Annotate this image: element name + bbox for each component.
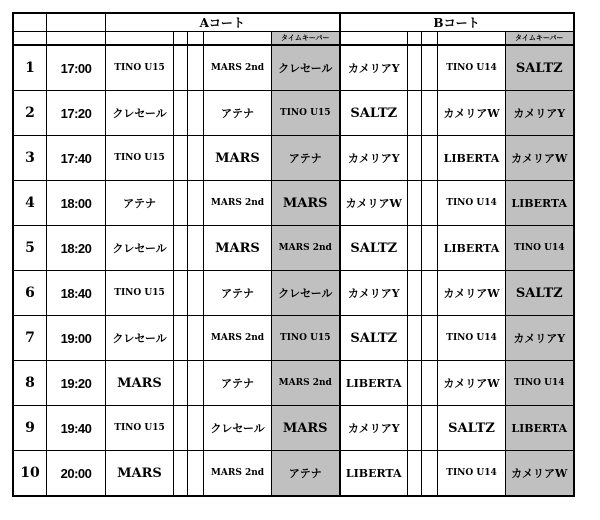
match-number: 1: [13, 45, 47, 91]
court-a-team-1: MARS: [106, 361, 174, 406]
table-row: [13, 271, 574, 316]
court-a-team-1: TINO U15: [106, 406, 174, 451]
empty-cell: [422, 451, 438, 497]
empty-cell: [174, 91, 188, 136]
court-b-team-1: SALTZ: [340, 316, 408, 361]
match-time: 17:00: [47, 45, 106, 91]
empty-cell: [188, 45, 204, 91]
court-b-timekeeper: カメリアW: [506, 451, 574, 497]
court-a-team-1: TINO U15: [106, 45, 174, 91]
empty-cell: [422, 406, 438, 451]
court-b-team-2: SALTZ: [438, 406, 506, 451]
court-a-timekeeper: MARS: [272, 406, 340, 451]
empty-cell: [408, 136, 422, 181]
court-b-timekeeper-header: タイムキーパー: [506, 32, 574, 46]
court-a-timekeeper-header: タイムキーパー: [272, 32, 340, 46]
header-row-roles: [13, 32, 574, 46]
court-a-team-2: クレセール: [204, 406, 272, 451]
court-b-team-2: カメリアW: [438, 271, 506, 316]
court-a-timekeeper: クレセール: [272, 45, 340, 91]
table-row: [13, 316, 574, 361]
empty-cell: [408, 316, 422, 361]
court-a-timekeeper: TINO U15: [272, 316, 340, 361]
court-a-timekeeper: MARS 2nd: [272, 226, 340, 271]
empty-cell: [188, 136, 204, 181]
match-time: 20:00: [47, 451, 106, 497]
empty-cell: [408, 45, 422, 91]
court-b-team-1: カメリアY: [340, 45, 408, 91]
table-row: [13, 361, 574, 406]
table-row: [13, 451, 574, 497]
table-row: [13, 181, 574, 226]
court-b-team-1: SALTZ: [340, 226, 408, 271]
court-a-team-2: MARS 2nd: [204, 45, 272, 91]
table-row: [13, 136, 574, 181]
match-number: 4: [13, 181, 47, 226]
empty-cell: [174, 406, 188, 451]
empty-cell: [188, 271, 204, 316]
empty-cell: [174, 136, 188, 181]
court-a-team-1: クレセール: [106, 91, 174, 136]
empty-cell: [174, 361, 188, 406]
empty-cell: [422, 45, 438, 91]
court-a-header: Aコート: [106, 13, 340, 32]
match-time: 19:20: [47, 361, 106, 406]
court-b-team-2: TINO U14: [438, 181, 506, 226]
header-blank-time: [47, 13, 106, 32]
court-b-team-2: LIBERTA: [438, 136, 506, 181]
empty-cell: [174, 271, 188, 316]
match-number: 8: [13, 361, 47, 406]
court-b-header: Bコート: [340, 13, 574, 32]
court-a-team-2: MARS: [204, 226, 272, 271]
court-a-timekeeper: MARS 2nd: [272, 361, 340, 406]
court-b-team-1: カメリアY: [340, 271, 408, 316]
empty-cell: [174, 45, 188, 91]
schedule-table: [12, 12, 575, 497]
match-time: 17:20: [47, 91, 106, 136]
table-row: [13, 45, 574, 91]
court-a-team-2: MARS 2nd: [204, 181, 272, 226]
court-a-timekeeper: クレセール: [272, 271, 340, 316]
match-time: 19:00: [47, 316, 106, 361]
empty-cell: [408, 271, 422, 316]
empty-cell: [422, 361, 438, 406]
match-number: 10: [13, 451, 47, 497]
court-b-team-2: カメリアW: [438, 361, 506, 406]
table-row: [13, 91, 574, 136]
match-number: 5: [13, 226, 47, 271]
court-a-timekeeper: TINO U15: [272, 91, 340, 136]
empty-cell: [174, 226, 188, 271]
empty-cell: [188, 91, 204, 136]
match-time: 17:40: [47, 136, 106, 181]
empty-cell: [422, 181, 438, 226]
court-b-timekeeper: LIBERTA: [506, 406, 574, 451]
court-b-team-2: TINO U14: [438, 451, 506, 497]
court-b-timekeeper: TINO U14: [506, 361, 574, 406]
court-a-team-1: クレセール: [106, 316, 174, 361]
empty-cell: [422, 136, 438, 181]
court-b-team-1: LIBERTA: [340, 451, 408, 497]
empty-cell: [188, 316, 204, 361]
empty-cell: [408, 361, 422, 406]
empty-cell: [174, 451, 188, 497]
court-b-team-2: TINO U14: [438, 316, 506, 361]
empty-cell: [408, 91, 422, 136]
court-a-timekeeper: アテナ: [272, 451, 340, 497]
court-b-team-2: LIBERTA: [438, 226, 506, 271]
empty-cell: [188, 226, 204, 271]
court-a-team-1: クレセール: [106, 226, 174, 271]
empty-cell: [188, 181, 204, 226]
court-b-timekeeper: LIBERTA: [506, 181, 574, 226]
court-b-timekeeper: カメリアY: [506, 91, 574, 136]
match-number: 3: [13, 136, 47, 181]
table-row: [13, 406, 574, 451]
court-b-team-2: カメリアW: [438, 91, 506, 136]
court-b-team-1: SALTZ: [340, 91, 408, 136]
court-b-timekeeper: カメリアY: [506, 316, 574, 361]
court-a-team-2: アテナ: [204, 91, 272, 136]
court-b-timekeeper: TINO U14: [506, 226, 574, 271]
match-time: 18:20: [47, 226, 106, 271]
table-row: [13, 226, 574, 271]
empty-cell: [422, 271, 438, 316]
empty-cell: [408, 226, 422, 271]
empty-cell: [422, 226, 438, 271]
court-a-team-2: MARS 2nd: [204, 316, 272, 361]
match-time: 19:40: [47, 406, 106, 451]
court-a-timekeeper: アテナ: [272, 136, 340, 181]
empty-cell: [408, 406, 422, 451]
empty-cell: [174, 316, 188, 361]
empty-cell: [408, 451, 422, 497]
court-a-team-1: TINO U15: [106, 271, 174, 316]
court-a-team-2: アテナ: [204, 271, 272, 316]
court-a-team-2: MARS: [204, 136, 272, 181]
court-b-team-1: カメリアY: [340, 406, 408, 451]
match-number: 2: [13, 91, 47, 136]
court-b-team-1: カメリアY: [340, 136, 408, 181]
court-b-team-1: カメリアW: [340, 181, 408, 226]
court-b-team-2: TINO U14: [438, 45, 506, 91]
empty-cell: [408, 181, 422, 226]
court-a-team-1: アテナ: [106, 181, 174, 226]
match-number: 9: [13, 406, 47, 451]
match-time: 18:40: [47, 271, 106, 316]
court-b-timekeeper: カメリアW: [506, 136, 574, 181]
match-time: 18:00: [47, 181, 106, 226]
empty-cell: [174, 181, 188, 226]
header-blank-no: [13, 13, 47, 32]
court-b-team-1: LIBERTA: [340, 361, 408, 406]
court-a-team-1: MARS: [106, 451, 174, 497]
court-a-timekeeper: MARS: [272, 181, 340, 226]
empty-cell: [188, 406, 204, 451]
match-number: 7: [13, 316, 47, 361]
court-b-timekeeper: SALTZ: [506, 271, 574, 316]
court-a-team-2: MARS 2nd: [204, 451, 272, 497]
header-row-courts: [13, 13, 574, 32]
empty-cell: [188, 451, 204, 497]
court-b-timekeeper: SALTZ: [506, 45, 574, 91]
empty-cell: [188, 361, 204, 406]
empty-cell: [422, 91, 438, 136]
match-number: 6: [13, 271, 47, 316]
empty-cell: [422, 316, 438, 361]
court-a-team-1: TINO U15: [106, 136, 174, 181]
court-a-team-2: アテナ: [204, 361, 272, 406]
